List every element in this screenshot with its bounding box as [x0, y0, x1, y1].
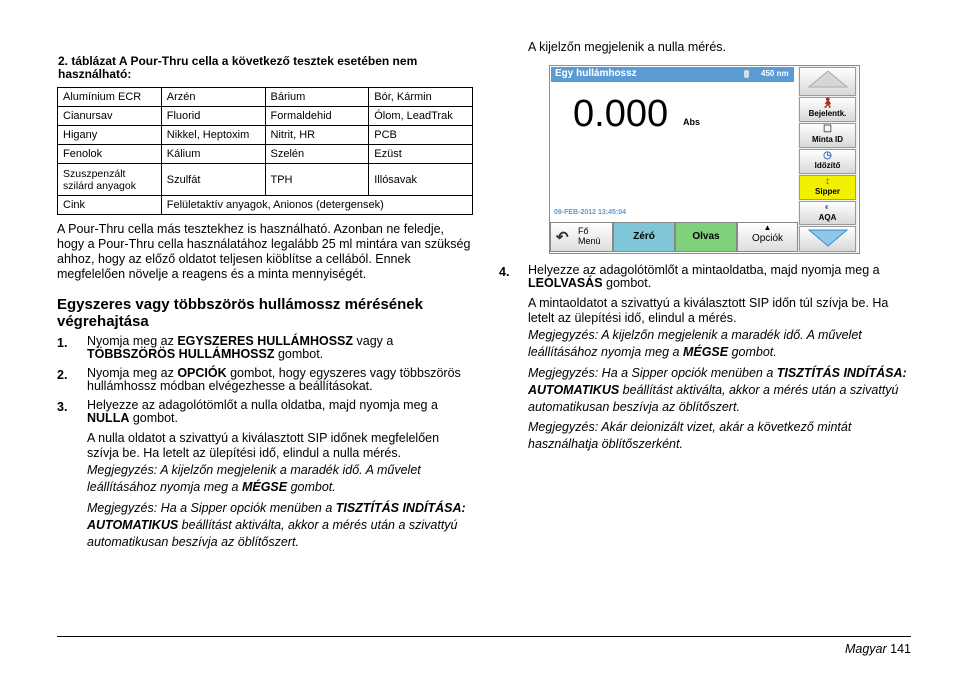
back-arrow-icon: ↶ — [556, 229, 569, 246]
step-3-paragraph: A nulla oldatot a szivattyú a kiválasztott SIP időnek megfelelően szívja be. Ha letelt az ülepítési idő, elindul a nulla mérés. — [87, 431, 440, 460]
table-cell: Szelén — [265, 145, 369, 164]
aqa-button[interactable]: ◐ AQA — [799, 201, 856, 225]
sipper-button[interactable]: ↕ Sipper — [799, 175, 856, 200]
display-title: Egy hullámhossz — [555, 68, 637, 79]
step-4-text: Helyezze az adagolótömlőt a mintaoldatba, majd nyomja meg a LEOLVASÁS gombot. — [528, 263, 880, 290]
vial-icon: ☐ — [823, 124, 832, 135]
table-cell: Alumínium ECR — [58, 88, 162, 107]
table-cell: Cianursav — [58, 107, 162, 126]
table-cell: PCB — [369, 126, 473, 145]
scroll-down-button[interactable] — [799, 226, 856, 252]
note-2: Megjegyzés: Ha a Sipper opciók menüben a TISZTÍTÁS INDÍTÁSA: AUTOMATIKUS beállítást aktiválta, akkor a mérés után a szivattyú automatikusan beszívja az öblítőszert. — [87, 501, 466, 549]
arrow-down-icon — [805, 227, 851, 249]
step-3-text: Helyezze az adagolótömlőt a nulla oldatba, majd nyomja meg a NULLA gombot. — [87, 398, 438, 425]
device-screenshot — [549, 65, 860, 254]
table-row — [58, 196, 473, 215]
table-cell: Formaldehid — [265, 107, 369, 126]
table-row — [58, 164, 473, 196]
table-cell: Fenolok — [58, 145, 162, 164]
table-cell: Felületaktív anyagok, Anionos (detergensek) — [161, 196, 472, 215]
table-cell: TPH — [265, 164, 369, 196]
step-1-text: Nyomja meg az EGYSZERES HULLÁMHOSSZ vagy a TÖBBSZÖRÖS HULLÁMHOSSZ gombot. — [87, 334, 394, 361]
reading-value: 0.000 — [573, 93, 669, 135]
table-row — [58, 107, 473, 126]
chevron-up-icon: ▲ — [763, 223, 772, 232]
timer-button[interactable]: ◷ Időzítő — [799, 149, 856, 174]
table-cell: Ezüst — [369, 145, 473, 164]
lamp-icon — [744, 70, 749, 78]
sample-id-button[interactable]: ☐ Minta ID — [799, 123, 856, 148]
page-number: 141 — [890, 642, 911, 656]
table-cell: Fluorid — [161, 107, 265, 126]
step-number: 3. — [57, 400, 68, 414]
table-row — [58, 145, 473, 164]
wavelength-label: 450 nm — [761, 69, 789, 78]
table-cell: Arzén — [161, 88, 265, 107]
table-row — [58, 88, 473, 107]
page-footer — [845, 642, 911, 656]
table-cell: Szuszpenzált szilárd anyagok — [58, 164, 162, 196]
intro-paragraph: A Pour-Thru cella más tesztekhez is használható. Azonban ne feledje, hogy a Pour-Thru cella használatához legalább 25 ml mintára van szükség ahhoz, hogy az előző oldatot teljesen kiöblítse a cellából. Ennek megfelelően növelje a reagens és a minta mennyiségét. — [57, 222, 471, 281]
table-cell: Ólom, LeadTrak — [369, 107, 473, 126]
device-display — [550, 66, 795, 222]
options-button[interactable]: ▲ Opciók — [737, 222, 798, 252]
step-2-text: Nyomja meg az OPCIÓK gombot, hogy egyszeres vagy többszörös hullámhossz módban elvégezhesse a beállításokat. — [87, 366, 461, 393]
clock-icon: ◷ — [823, 150, 832, 161]
table-cell: Kálium — [161, 145, 265, 164]
footer-rule — [57, 636, 911, 637]
footer-language: Magyar — [844, 642, 887, 656]
table-cell: Szulfát — [161, 164, 265, 196]
main-menu-button[interactable]: ↶ Fő Menü — [550, 222, 613, 252]
section-heading: Egyszeres vagy többszörös hullámossz mérésének végrehajtása — [57, 296, 423, 330]
login-button[interactable]: 🚶︎ Bejelentk. — [799, 97, 856, 122]
table-caption: 2. táblázat A Pour-Thru cella a következő tesztek esetében nem használható: — [58, 54, 418, 81]
display-datetime: 09-FEB-2012 13:45:04 — [554, 209, 626, 216]
scroll-up-button[interactable] — [799, 67, 856, 96]
arrow-up-icon — [805, 68, 851, 90]
sipper-icon: ↕ — [825, 176, 830, 187]
table-row — [58, 126, 473, 145]
note-3: Megjegyzés: A kijelzőn megjelenik a maradék idő. A művelet leállításához nyomja meg a MÉGSE gombot. — [528, 328, 862, 359]
note-4: Megjegyzés: Ha a Sipper opciók menüben a TISZTÍTÁS INDÍTÁSA: AUTOMATIKUS beállítást aktiválta, akkor a mérés után a szivattyú automatikusan beszívja az öblítőszert. — [528, 366, 907, 414]
table-cell: Illósavak — [369, 164, 473, 196]
read-button[interactable]: Olvas — [675, 222, 737, 252]
step-4-paragraph: A mintaoldatot a szivattyú a kiválasztott SIP időn túl szívja be. Ha letelt az ülepítési idő, elindul a mérés. — [528, 296, 889, 325]
zero-button[interactable]: Zéró — [613, 222, 675, 252]
unusable-tests-table — [57, 87, 473, 215]
display-title-bar — [551, 67, 794, 82]
screen-caption: A kijelzőn megjelenik a nulla mérés. — [528, 40, 727, 54]
table-cell: Bárium — [265, 88, 369, 107]
table-cell: Higany — [58, 126, 162, 145]
device-sidebar — [798, 66, 858, 253]
step-number: 2. — [57, 368, 68, 382]
table-cell: Bór, Kármin — [369, 88, 473, 107]
user-icon: 🚶︎ — [821, 98, 834, 109]
note-1: Megjegyzés: A kijelzőn megjelenik a maradék idő. A művelet leállításához nyomja meg a MÉGSE gombot. — [87, 463, 421, 494]
table-cell: Nikkel, Heptoxim — [161, 126, 265, 145]
step-number: 1. — [57, 336, 68, 350]
aqa-icon: ◐ — [824, 202, 831, 213]
table-cell: Cink — [58, 196, 162, 215]
step-number: 4. — [499, 265, 510, 279]
table-cell: Nitrit, HR — [265, 126, 369, 145]
note-5: Megjegyzés: Akár deionizált vizet, akár a következő mintát használhatja öblítőszerként. — [528, 420, 852, 451]
reading-unit: Abs — [683, 117, 701, 127]
